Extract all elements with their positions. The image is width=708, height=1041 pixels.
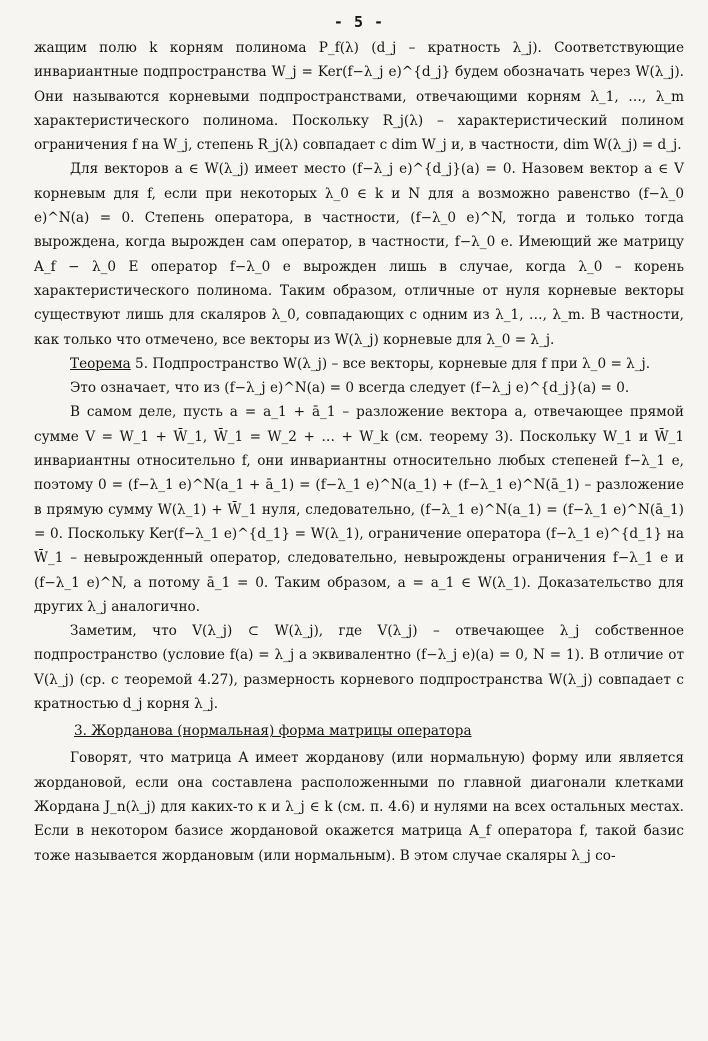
- paragraph-5: В самом деле, пусть a = a_1 + ā_1 – разложение вектора a, отвечающее прямой сумме V = W_1 + W̄_1, W̄_1 = W_2 + … + W_k (см. теорему 3). Поскольку W_1 и W̄_1 инвариантны относительно f, они инвариантны относительно любых степеней f−λ_1 e, поэтому 0 = (f−λ_1 e)^N(a_1 + ā_1) = (f−λ_1 e)^N(a_1) + (f−λ_1 e)^N(ā_1) – разложение в прямую сумму W(λ_1) + W̄_1 нуля, следовательно, (f−λ_1 e)^N(a_1) = (f−λ_1 e)^N(ā_1) = 0. Поскольку Ker(f−λ_1 e)^{d_1} = W(λ_1), ограничение оператора (f−λ_1 e)^{d_1} на W̄_1 – невырожденный оператор, следовательно, невырождены ограничения f−λ_1 e и (f−λ_1 e)^N, а потому ā_1 = 0. Таким образом, a = a_1 ∈ W(λ_1). Доказательство для других λ_j аналогично.: [34, 404, 684, 615]
- paragraph-4: Это означает, что из (f−λ_j e)^N(a) = 0 всегда следует (f−λ_j e)^{d_j}(a) = 0.: [70, 380, 630, 397]
- section-title: 3. Жорданова (нормальная) форма матрицы оператора: [74, 723, 472, 740]
- theorem-5: [34, 352, 684, 376]
- theorem-text: 5. Подпространство W(λ_j) – все векторы, корневые для f при λ_0 = λ_j.: [130, 355, 651, 372]
- paragraph-6: Заметим, что V(λ_j) ⊂ W(λ_j), где V(λ_j) – отвечающее λ_j собственное подпространство (условие f(a) = λ_j a эквивалентно (f−λ_j e)(a) = 0, N = 1). В отличие от V(λ_j) (ср. с теоремой 4.27), размерность корневого подпространства W(λ_j) совпадает с кратностью d_j корня λ_j.: [34, 623, 684, 713]
- page-number: - 5 -: [333, 13, 385, 31]
- paragraph-1: жащим полю k корням полинома P_f(λ) (d_j – кратность λ_j). Соответствующие инвариантные подпространства W_j = Ker(f−λ_j e)^{d_j} будем обозначать через W(λ_j). Они называются корневыми подпространствами, отвечающими корням λ_1, …, λ_m характеристического полинома. Поскольку R_j(λ) – характеристический полином ограничения f на W_j, степень R_j(λ) совпадает с dim W_j и, в частности, dim W(λ_j) = d_j.: [34, 40, 684, 154]
- paragraph-2: Для векторов a ∈ W(λ_j) имеет место (f−λ_j e)^{d_j}(a) = 0. Назовем вектор a ∈ V корневым для f, если при некоторых λ_0 ∈ k и N для a возможно равенство (f−λ_0 e)^N(a) = 0. Степень оператора, в частности, (f−λ_0 e)^N, тогда и только тогда вырождена, когда вырожден сам оператор, в частности, f−λ_0 e. Имеющий же матрицу A_f − λ_0 E оператор f−λ_0 e вырожден лишь в случае, когда λ_0 – корень характеристического полинома. Таким образом, отличные от нуля корневые векторы существуют лишь для скаляров λ_0, совпадающих с одним из λ_1, …, λ_m. В частности, как только что отмечено, все векторы из W(λ_j) корневые для λ_0 = λ_j.: [34, 161, 684, 348]
- theorem-label: Теорема: [70, 355, 131, 372]
- paragraph-7: Говорят, что матрица A имеет жорданову (или нормальную) форму или является жордановой, если она составлена расположенными по главной диагонали клетками Жордана J_n(λ_j) для каких-то к и λ_j ∈ k (см. п. 4.6) и нулями на всех остальных местах. Если в некотором базисе жордановой окажется матрица A_f оператора f, такой базис тоже называется жордановым (или нормальным). В этом случае скаляры λ_j со-: [34, 750, 684, 864]
